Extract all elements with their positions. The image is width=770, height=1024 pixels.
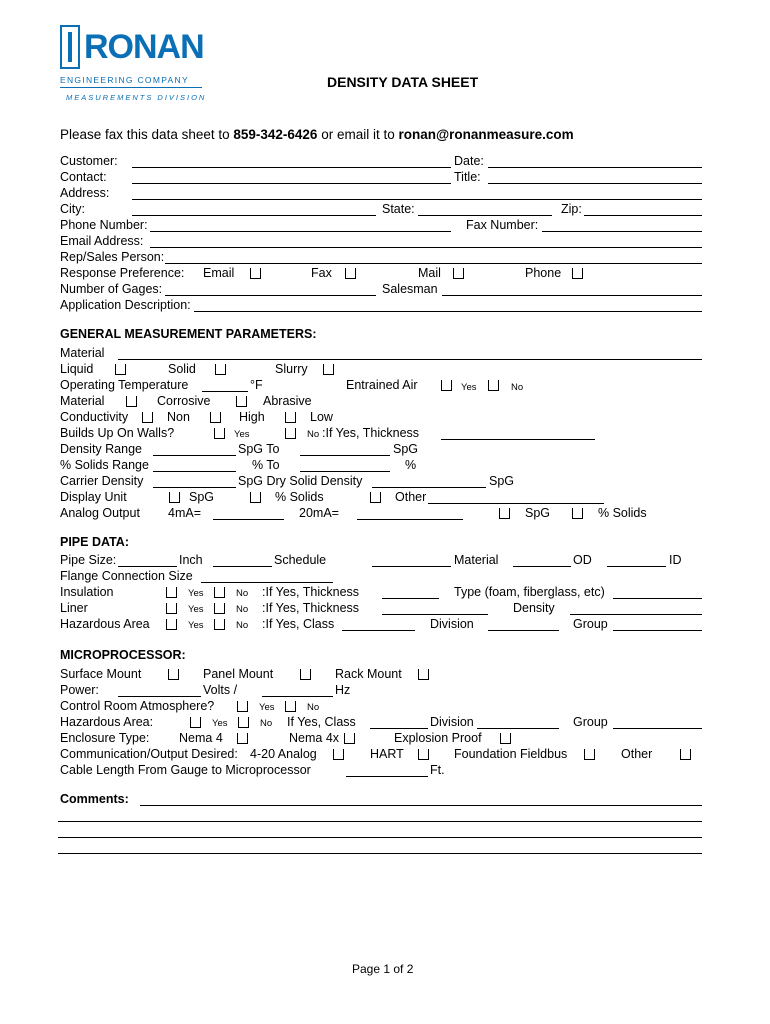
cable-field[interactable] <box>346 776 428 777</box>
ma20-field[interactable] <box>357 519 463 520</box>
rep-field[interactable] <box>165 263 702 264</box>
control-room-yes-label: Yes <box>259 702 275 713</box>
liner-thickness-label: :If Yes, Thickness <box>262 601 360 615</box>
pipe-heading: PIPE DATA: <box>60 535 129 549</box>
resp-phone-checkbox[interactable] <box>572 268 583 279</box>
resp-mail-label: Mail <box>418 266 441 280</box>
builds-yes-checkbox[interactable] <box>214 428 225 439</box>
dry-spg-label: SpG <box>489 474 515 488</box>
explosion-proof-label: Explosion Proof <box>394 731 482 745</box>
liquid-label: Liquid <box>60 362 94 376</box>
rack-mount-checkbox[interactable] <box>418 669 429 680</box>
resp-email-checkbox[interactable] <box>250 268 261 279</box>
insulation-yes-checkbox[interactable] <box>166 587 177 598</box>
pipe-hazardous-no-label: No <box>236 620 249 631</box>
od-label: OD <box>573 553 592 567</box>
slurry-label: Slurry <box>275 362 308 376</box>
pipe-division-field[interactable] <box>488 630 559 631</box>
material-label: Material <box>60 346 105 360</box>
builds-no-checkbox[interactable] <box>285 428 296 439</box>
solid-checkbox[interactable] <box>215 364 226 375</box>
ft-label: Ft. <box>430 763 445 777</box>
insulation-type-label: Type (foam, fiberglass, etc) <box>454 585 605 599</box>
fax-field[interactable] <box>542 231 702 232</box>
solid-label: Solid <box>168 362 196 376</box>
op-temp-label: Operating Temperature <box>60 378 189 392</box>
pipe-class-field[interactable] <box>342 630 415 631</box>
entrained-air-label: Entrained Air <box>346 378 418 392</box>
nema4-label: Nema 4 <box>179 731 223 745</box>
comm-other-label: Other <box>621 747 653 761</box>
entrained-yes-label: Yes <box>461 382 477 393</box>
material2-label: Material <box>60 394 105 408</box>
analog-output-label: Analog Output <box>60 506 140 520</box>
abrasive-label: Abrasive <box>263 394 312 408</box>
id-label: ID <box>669 553 682 567</box>
page-number: Page 1 of 2 <box>352 962 414 976</box>
pipe-size-field[interactable] <box>118 566 177 567</box>
nema4x-checkbox[interactable] <box>344 733 355 744</box>
logo-mark <box>60 25 80 69</box>
insulation-no-checkbox[interactable] <box>214 587 225 598</box>
solids-pct-label: % <box>405 458 417 472</box>
logo-divider <box>60 87 202 88</box>
insulation-yes-label: Yes <box>188 588 204 599</box>
nema4x-label: Nema 4x <box>289 731 340 745</box>
micro-heading: MICROPROCESSOR: <box>60 648 186 662</box>
liner-label: Liner <box>60 601 88 615</box>
liner-yes-checkbox[interactable] <box>166 603 177 614</box>
micro-group-field[interactable] <box>613 728 702 729</box>
application-label: Application Description: <box>60 298 191 312</box>
intro-fax: 859-342-6426 <box>233 127 318 142</box>
pipe-hazardous-yes-label: Yes <box>188 620 204 631</box>
address-label: Address: <box>60 186 110 200</box>
power-label: Power: <box>60 683 99 697</box>
control-room-label: Control Room Atmosphere? <box>60 699 215 713</box>
conductivity-non-checkbox[interactable] <box>142 412 153 423</box>
pipe-hazardous-yes-checkbox[interactable] <box>166 619 177 630</box>
density-range-label: Density Range <box>60 442 142 456</box>
analog-spg-checkbox[interactable] <box>499 508 510 519</box>
builds-no-label: No <box>307 429 320 440</box>
display-spg-label: SpG <box>189 490 215 504</box>
customer-field[interactable] <box>132 167 451 168</box>
micro-class-label: If Yes, Class <box>287 715 356 729</box>
fieldbus-label: Foundation Fieldbus <box>454 747 568 761</box>
flange-field[interactable] <box>201 582 333 583</box>
insulation-thickness-field[interactable] <box>382 598 439 599</box>
material-field[interactable] <box>118 359 702 360</box>
micro-division-label: Division <box>430 715 474 729</box>
logo-division: MEASUREMENTS DIVISION <box>66 93 207 102</box>
liquid-checkbox[interactable] <box>115 364 126 375</box>
conductivity-high-checkbox[interactable] <box>210 412 221 423</box>
salesman-field[interactable] <box>442 295 702 296</box>
ma4-label: 4mA= <box>168 506 202 520</box>
micro-division-field[interactable] <box>477 728 559 729</box>
phone-label: Phone Number: <box>60 218 148 232</box>
analog-checkbox[interactable] <box>333 749 344 760</box>
carrier-density-label: Carrier Density <box>60 474 144 488</box>
gages-label: Number of Gages: <box>60 282 163 296</box>
analog-label: 4-20 Analog <box>250 747 317 761</box>
micro-hazardous-yes-label: Yes <box>212 718 228 729</box>
hz-field[interactable] <box>262 696 333 697</box>
analog-solids-label: % Solids <box>598 506 647 520</box>
fax-label: Fax Number: <box>466 218 539 232</box>
display-other-field[interactable] <box>428 503 604 504</box>
date-label: Date: <box>454 154 484 168</box>
zip-field[interactable] <box>584 215 702 216</box>
schedule-field[interactable] <box>213 566 272 567</box>
state-field[interactable] <box>418 215 552 216</box>
logo-subtitle: ENGINEERING COMPANY <box>60 75 189 85</box>
rack-mount-label: Rack Mount <box>335 667 402 681</box>
enclosure-label: Enclosure Type: <box>60 731 150 745</box>
liner-no-label: No <box>236 604 249 615</box>
panel-mount-label: Panel Mount <box>203 667 274 681</box>
city-field[interactable] <box>132 215 376 216</box>
control-room-no-checkbox[interactable] <box>285 701 296 712</box>
micro-hazardous-label: Hazardous Area: <box>60 715 154 729</box>
resp-fax-label: Fax <box>311 266 332 280</box>
liner-density-field[interactable] <box>570 614 702 615</box>
address-field[interactable] <box>132 199 702 200</box>
carrier-density-field[interactable] <box>153 487 236 488</box>
explosion-proof-checkbox[interactable] <box>500 733 511 744</box>
op-temp-field[interactable] <box>202 391 248 392</box>
density-spg-to-label: SpG To <box>238 442 280 456</box>
comm-label: Communication/Output Desired: <box>60 747 238 761</box>
resp-mail-checkbox[interactable] <box>453 268 464 279</box>
pipe-material-field[interactable] <box>372 566 451 567</box>
nema4-checkbox[interactable] <box>237 733 248 744</box>
inch-label: Inch <box>179 553 203 567</box>
general-heading: GENERAL MEASUREMENT PARAMETERS: <box>60 327 317 341</box>
pipe-size-label: Pipe Size: <box>60 553 117 567</box>
application-field[interactable] <box>194 311 702 312</box>
state-label: State: <box>382 202 415 216</box>
salesman-label: Salesman <box>382 282 438 296</box>
contact-label: Contact: <box>60 170 107 184</box>
date-field[interactable] <box>488 167 702 168</box>
id-field[interactable] <box>607 566 666 567</box>
zip-label: Zip: <box>561 202 582 216</box>
surface-mount-checkbox[interactable] <box>168 669 179 680</box>
email-label: Email Address: <box>60 234 144 248</box>
display-solids-label: % Solids <box>275 490 324 504</box>
solids-pct-to-label: % To <box>252 458 280 472</box>
hart-checkbox[interactable] <box>418 749 429 760</box>
ma20-label: 20mA= <box>299 506 339 520</box>
display-spg-checkbox[interactable] <box>169 492 180 503</box>
hart-label: HART <box>370 747 404 761</box>
response-label: Response Preference: <box>60 266 185 280</box>
resp-email-label: Email <box>203 266 235 280</box>
conductivity-label: Conductivity <box>60 410 129 424</box>
comments-line-1[interactable] <box>140 805 702 806</box>
control-room-no-label: No <box>307 702 320 713</box>
liner-yes-label: Yes <box>188 604 204 615</box>
contact-field[interactable] <box>132 183 451 184</box>
resp-phone-label: Phone <box>525 266 562 280</box>
corrosive-label: Corrosive <box>157 394 211 408</box>
ma4-field[interactable] <box>213 519 284 520</box>
insulation-no-label: No <box>236 588 249 599</box>
panel-mount-checkbox[interactable] <box>300 669 311 680</box>
comments-line-3[interactable] <box>58 837 702 838</box>
insulation-type-field[interactable] <box>613 598 702 599</box>
flange-label: Flange Connection Size <box>60 569 193 583</box>
liner-thickness-field[interactable] <box>382 614 488 615</box>
analog-solids-checkbox[interactable] <box>572 508 583 519</box>
micro-group-label: Group <box>573 715 608 729</box>
micro-class-field[interactable] <box>370 728 428 729</box>
abrasive-checkbox[interactable] <box>236 396 247 407</box>
pipe-class-label: :If Yes, Class <box>262 617 335 631</box>
density-spg-label: SpG <box>393 442 419 456</box>
builds-thickness-field[interactable] <box>441 439 595 440</box>
display-other-checkbox[interactable] <box>370 492 381 503</box>
pipe-group-label: Group <box>573 617 608 631</box>
pipe-material-label: Material <box>454 553 499 567</box>
pipe-division-label: Division <box>430 617 474 631</box>
page-title: DENSITY DATA SHEET <box>327 74 479 90</box>
insulation-label: Insulation <box>60 585 114 599</box>
micro-hazardous-no-label: No <box>260 718 273 729</box>
volts-label: Volts / <box>203 683 238 697</box>
email-field[interactable] <box>150 247 702 248</box>
solids-range-label: % Solids Range <box>60 458 149 472</box>
hz-label: Hz <box>335 683 351 697</box>
entrained-yes-checkbox[interactable] <box>441 380 452 391</box>
comments-line-2[interactable] <box>58 821 702 822</box>
micro-hazardous-no-checkbox[interactable] <box>238 717 249 728</box>
slurry-checkbox[interactable] <box>323 364 334 375</box>
gages-field[interactable] <box>165 295 376 296</box>
non-label: Non <box>167 410 190 424</box>
schedule-label: Schedule <box>274 553 327 567</box>
display-other-label: Other <box>395 490 427 504</box>
city-label: City: <box>60 202 85 216</box>
deg-f-label: °F <box>250 378 263 392</box>
high-label: High <box>239 410 265 424</box>
density-from-field[interactable] <box>153 455 236 456</box>
entrained-no-checkbox[interactable] <box>488 380 499 391</box>
cable-label: Cable Length From Gauge to Microprocessor <box>60 763 311 777</box>
liner-density-label: Density <box>513 601 555 615</box>
comments-line-4[interactable] <box>58 853 702 854</box>
intro-email: ronan@ronanmeasure.com <box>398 127 574 142</box>
entrained-no-label: No <box>511 382 524 393</box>
control-room-yes-checkbox[interactable] <box>237 701 248 712</box>
liner-no-checkbox[interactable] <box>214 603 225 614</box>
analog-spg-label: SpG <box>525 506 551 520</box>
surface-mount-label: Surface Mount <box>60 667 142 681</box>
pipe-group-field[interactable] <box>613 630 702 631</box>
dry-solid-density-field[interactable] <box>372 487 486 488</box>
corrosive-checkbox[interactable] <box>126 396 137 407</box>
conductivity-low-checkbox[interactable] <box>285 412 296 423</box>
solids-to-field[interactable] <box>300 471 390 472</box>
resp-fax-checkbox[interactable] <box>345 268 356 279</box>
comm-other-checkbox[interactable] <box>680 749 691 760</box>
customer-label: Customer: <box>60 154 118 168</box>
fieldbus-checkbox[interactable] <box>584 749 595 760</box>
builds-yes-label: Yes <box>234 429 250 440</box>
od-field[interactable] <box>513 566 571 567</box>
pipe-hazardous-no-checkbox[interactable] <box>214 619 225 630</box>
intro-prefix: Please fax this data sheet to <box>60 127 234 142</box>
dry-solid-density-label: SpG Dry Solid Density <box>238 474 363 488</box>
rep-label: Rep/Sales Person: <box>60 250 165 264</box>
intro-line <box>60 128 574 142</box>
phone-field[interactable] <box>150 231 451 232</box>
micro-hazardous-yes-checkbox[interactable] <box>190 717 201 728</box>
volts-field[interactable] <box>118 696 201 697</box>
title-label: Title: <box>454 170 481 184</box>
low-label: Low <box>310 410 333 424</box>
title-field[interactable] <box>488 183 702 184</box>
insulation-thickness-label: :If Yes, Thickness <box>262 585 360 599</box>
display-solids-checkbox[interactable] <box>250 492 261 503</box>
pipe-hazardous-label: Hazardous Area <box>60 617 150 631</box>
comments-label: Comments: <box>60 792 129 806</box>
density-to-field[interactable] <box>300 455 390 456</box>
builds-thickness-label: :If Yes, Thickness <box>322 426 420 440</box>
display-unit-label: Display Unit <box>60 490 127 504</box>
solids-from-field[interactable] <box>153 471 236 472</box>
intro-middle: or email it to <box>317 127 399 142</box>
logo-name: RONAN <box>84 28 204 66</box>
builds-up-label: Builds Up On Walls? <box>60 426 175 440</box>
